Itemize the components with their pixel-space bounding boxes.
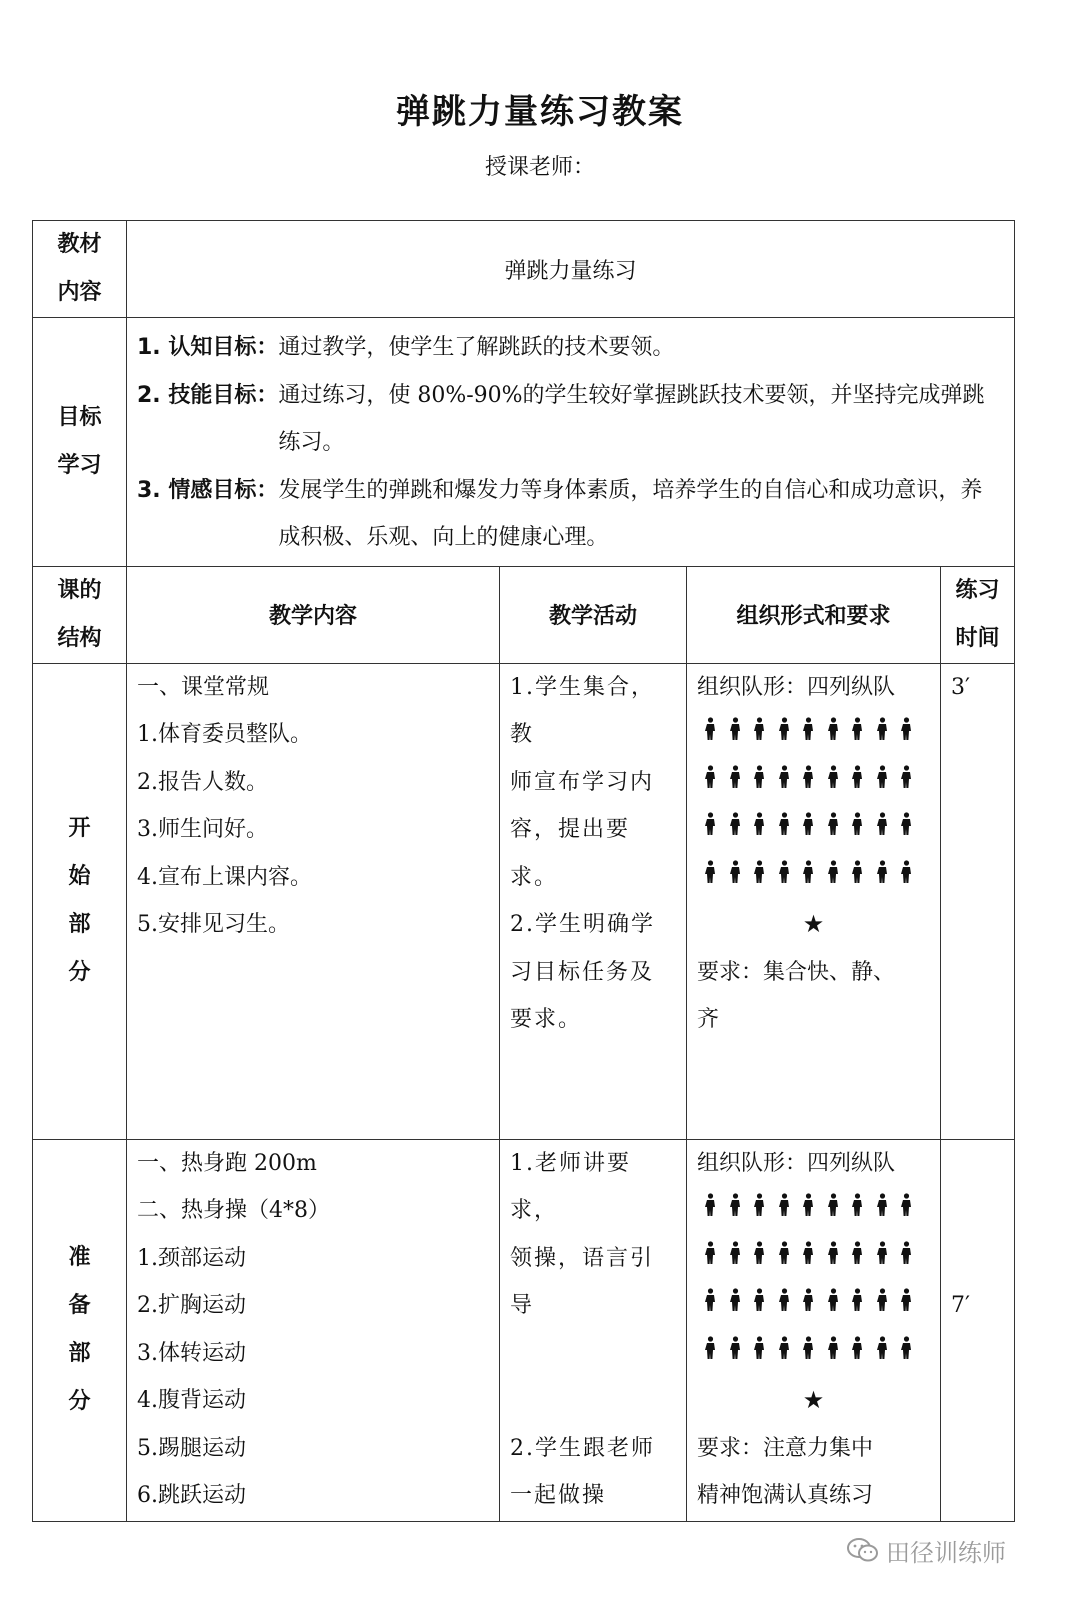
objectives-label-line1: 目标 [57,404,102,430]
student-icon [875,854,890,902]
section-label-char: 开 [68,816,91,841]
student-icon [899,854,914,902]
objectives-label [33,318,127,567]
teacher-star-icon: ★ [802,910,825,938]
watermark [846,1530,1006,1570]
student-icon [850,1330,865,1378]
student-icon [777,1235,792,1283]
start-content [127,663,500,1139]
student-icon [826,1282,841,1330]
formation-row [697,759,930,807]
student-icon [703,1330,718,1378]
student-icon [801,711,816,759]
student-icon [850,806,865,854]
student-icon [899,1187,914,1235]
material-label-line1: 教材 [57,232,102,257]
student-icon [826,759,841,807]
student-icon [752,1282,767,1330]
section-label-char: 始 [68,864,91,889]
student-icon [777,1187,792,1235]
content-line: 2.报告人数。 [137,769,268,795]
requirement-line: 精神饱满认真练习 [697,1483,874,1508]
lesson-plan-table [32,220,1015,1522]
material-value: 弹跳力量练习 [127,221,1015,318]
student-icon [875,1282,890,1330]
student-icon [826,711,841,759]
requirement-line: 齐 [697,1007,720,1032]
student-icon [777,806,792,854]
activity-line: 领操，语言引导 [510,1245,655,1318]
student-icon [777,854,792,902]
student-icon [728,854,743,902]
time-header-line1: 练习 [955,577,1000,603]
student-icon [703,711,718,759]
section-label-char: 部 [68,912,91,937]
content-line: 1.颈部运动 [137,1245,246,1271]
start-section-row [33,663,1015,1139]
section-label-char: 分 [68,1389,91,1414]
student-icon [826,854,841,902]
objective-item [137,467,1004,562]
student-icon [752,1330,767,1378]
student-icon [728,711,743,759]
content-line: 一、课堂常规 [137,674,270,700]
student-icon [875,759,890,807]
section-label-char: 部 [68,1341,91,1366]
activity-line: 1.老师讲要求， [510,1150,631,1223]
student-icon [899,759,914,807]
organization-header: 组织形式和要求 [687,566,941,663]
content-line: 6.跳跃运动 [137,1483,246,1508]
student-icon [801,1235,816,1283]
activity-line: 要求。 [510,1007,583,1032]
student-icon [899,1282,914,1330]
formation-title: 组织队形：四列纵队 [697,1150,896,1176]
student-icon [703,1235,718,1283]
formation-title: 组织队形：四列纵队 [697,674,896,700]
formation-diagram [697,711,930,901]
content-line: 二、热身操（4*8） [137,1198,330,1223]
student-icon [728,1330,743,1378]
student-icon [703,1187,718,1235]
material-label-line2: 内容 [57,280,102,305]
formation-diagram [697,1187,930,1377]
student-icon [801,1330,816,1378]
content-line: 1.体育委员整队。 [137,722,312,747]
student-icon [875,711,890,759]
student-icon [826,1330,841,1378]
activity-line: 一起做操 [510,1483,607,1508]
student-icon [875,1235,890,1283]
structure-header [33,566,127,663]
student-icon [752,759,767,807]
activity-line: 师宣布学习内 [510,769,655,795]
formation-row [697,1187,930,1235]
student-icon [703,759,718,807]
student-icon [801,854,816,902]
watermark-text: 田径训练师 [886,1538,1006,1567]
prep-activity [500,1139,687,1521]
student-icon [752,854,767,902]
time-header-line2: 时间 [955,625,1000,651]
teacher-label: 授课老师： [484,155,595,180]
student-icon [801,1282,816,1330]
objective-item [137,324,1004,372]
content-line: 4.宣布上课内容。 [137,864,312,890]
student-icon [752,711,767,759]
student-icon [875,1330,890,1378]
objective-text: 通过练习，使 80%-90%的学生较好掌握跳跃技术要领，并坚持完成弹跳练习。 [278,382,985,455]
student-icon [703,806,718,854]
page-title: 弹跳力量练习教案 [396,92,684,132]
time-value: 7′ [951,1293,970,1318]
content-line: 3.师生问好。 [137,817,268,842]
objective-label: 3. 情感目标： [137,477,279,503]
student-icon [899,1235,914,1283]
student-icon [703,1282,718,1330]
student-icon [850,1282,865,1330]
prep-section-label [33,1139,127,1521]
objective-label: 1. 认知目标： [137,335,279,360]
student-icon [875,806,890,854]
student-icon [826,1235,841,1283]
student-icon [728,1235,743,1283]
student-icon [826,1187,841,1235]
student-icon [850,759,865,807]
student-icon [899,711,914,759]
objective-text: 通过教学，使学生了解跳跃的技术要领。 [278,335,675,360]
activity-spacer [510,1377,676,1425]
formation-row [697,806,930,854]
student-icon [752,1235,767,1283]
student-icon [850,854,865,902]
student-icon [777,711,792,759]
content-line: 2.扩胸运动 [137,1293,246,1318]
formation-row [697,1282,930,1330]
requirement-line: 要求：注意力集中 [697,1435,874,1461]
section-label-char: 准 [68,1245,91,1270]
section-label-char: 备 [68,1293,91,1318]
material-label [33,221,127,318]
content-line: 3.体转运动 [137,1340,246,1366]
activity-line: 容，提出要求。 [510,817,631,890]
student-icon [899,1330,914,1378]
objective-item [137,372,1004,467]
activity-header: 教学活动 [500,566,687,663]
student-icon [850,1235,865,1283]
student-icon [826,806,841,854]
start-section-label [33,663,127,1139]
student-icon [801,759,816,807]
student-icon [801,806,816,854]
student-icon [752,806,767,854]
requirement-line: 要求：集合快、静、 [697,959,896,985]
material-row [33,221,1015,318]
start-time: 3′ [941,663,1015,1139]
content-line: 5.踢腿运动 [137,1435,246,1461]
student-icon [703,854,718,902]
content-line: 4.腹背运动 [137,1388,246,1413]
student-icon [728,806,743,854]
student-icon [728,759,743,807]
activity-line: 习目标任务及 [510,959,655,985]
student-icon [875,1187,890,1235]
student-icon [752,1187,767,1235]
objectives-row [33,318,1015,567]
prep-time [941,1139,1015,1521]
prep-section-row [33,1139,1015,1521]
structure-header-line1: 课的 [57,577,102,603]
start-activity [500,663,687,1139]
prep-organization [687,1139,941,1521]
student-icon [728,1282,743,1330]
student-icon [850,711,865,759]
wechat-icon [846,1536,880,1564]
student-icon [801,1187,816,1235]
objectives-list [127,318,1015,567]
activity-line: 1.学生集合，教 [510,674,655,747]
objective-label: 2. 技能目标： [137,382,279,408]
column-header-row [33,566,1015,663]
time-spacer [951,1140,1004,1283]
content-header: 教学内容 [127,566,500,663]
formation-row [697,711,930,759]
student-icon [777,759,792,807]
content-line: 5.安排见习生。 [137,912,290,937]
teacher-star-icon: ★ [802,1386,825,1414]
student-icon [850,1187,865,1235]
student-icon [777,1282,792,1330]
objectives-label-line2: 学习 [57,452,102,478]
objective-text: 发展学生的弹跳和爆发力等身体素质，培养学生的自信心和成功意识，养成积极、乐观、向上的健康心理。 [278,477,983,550]
prep-content [127,1139,500,1521]
formation-row [697,1235,930,1283]
structure-header-line2: 结构 [57,625,102,651]
student-icon [777,1330,792,1378]
student-icon [728,1187,743,1235]
time-header [941,566,1015,663]
formation-row [697,854,930,902]
activity-spacer [510,1330,676,1378]
start-organization [687,663,941,1139]
content-line: 一、热身跑 200m [137,1150,317,1176]
activity-line: 2.学生跟老师 [510,1435,655,1461]
formation-row [697,1330,930,1378]
student-icon [899,806,914,854]
section-label-char: 分 [68,960,91,985]
activity-line: 2.学生明确学 [510,912,655,937]
